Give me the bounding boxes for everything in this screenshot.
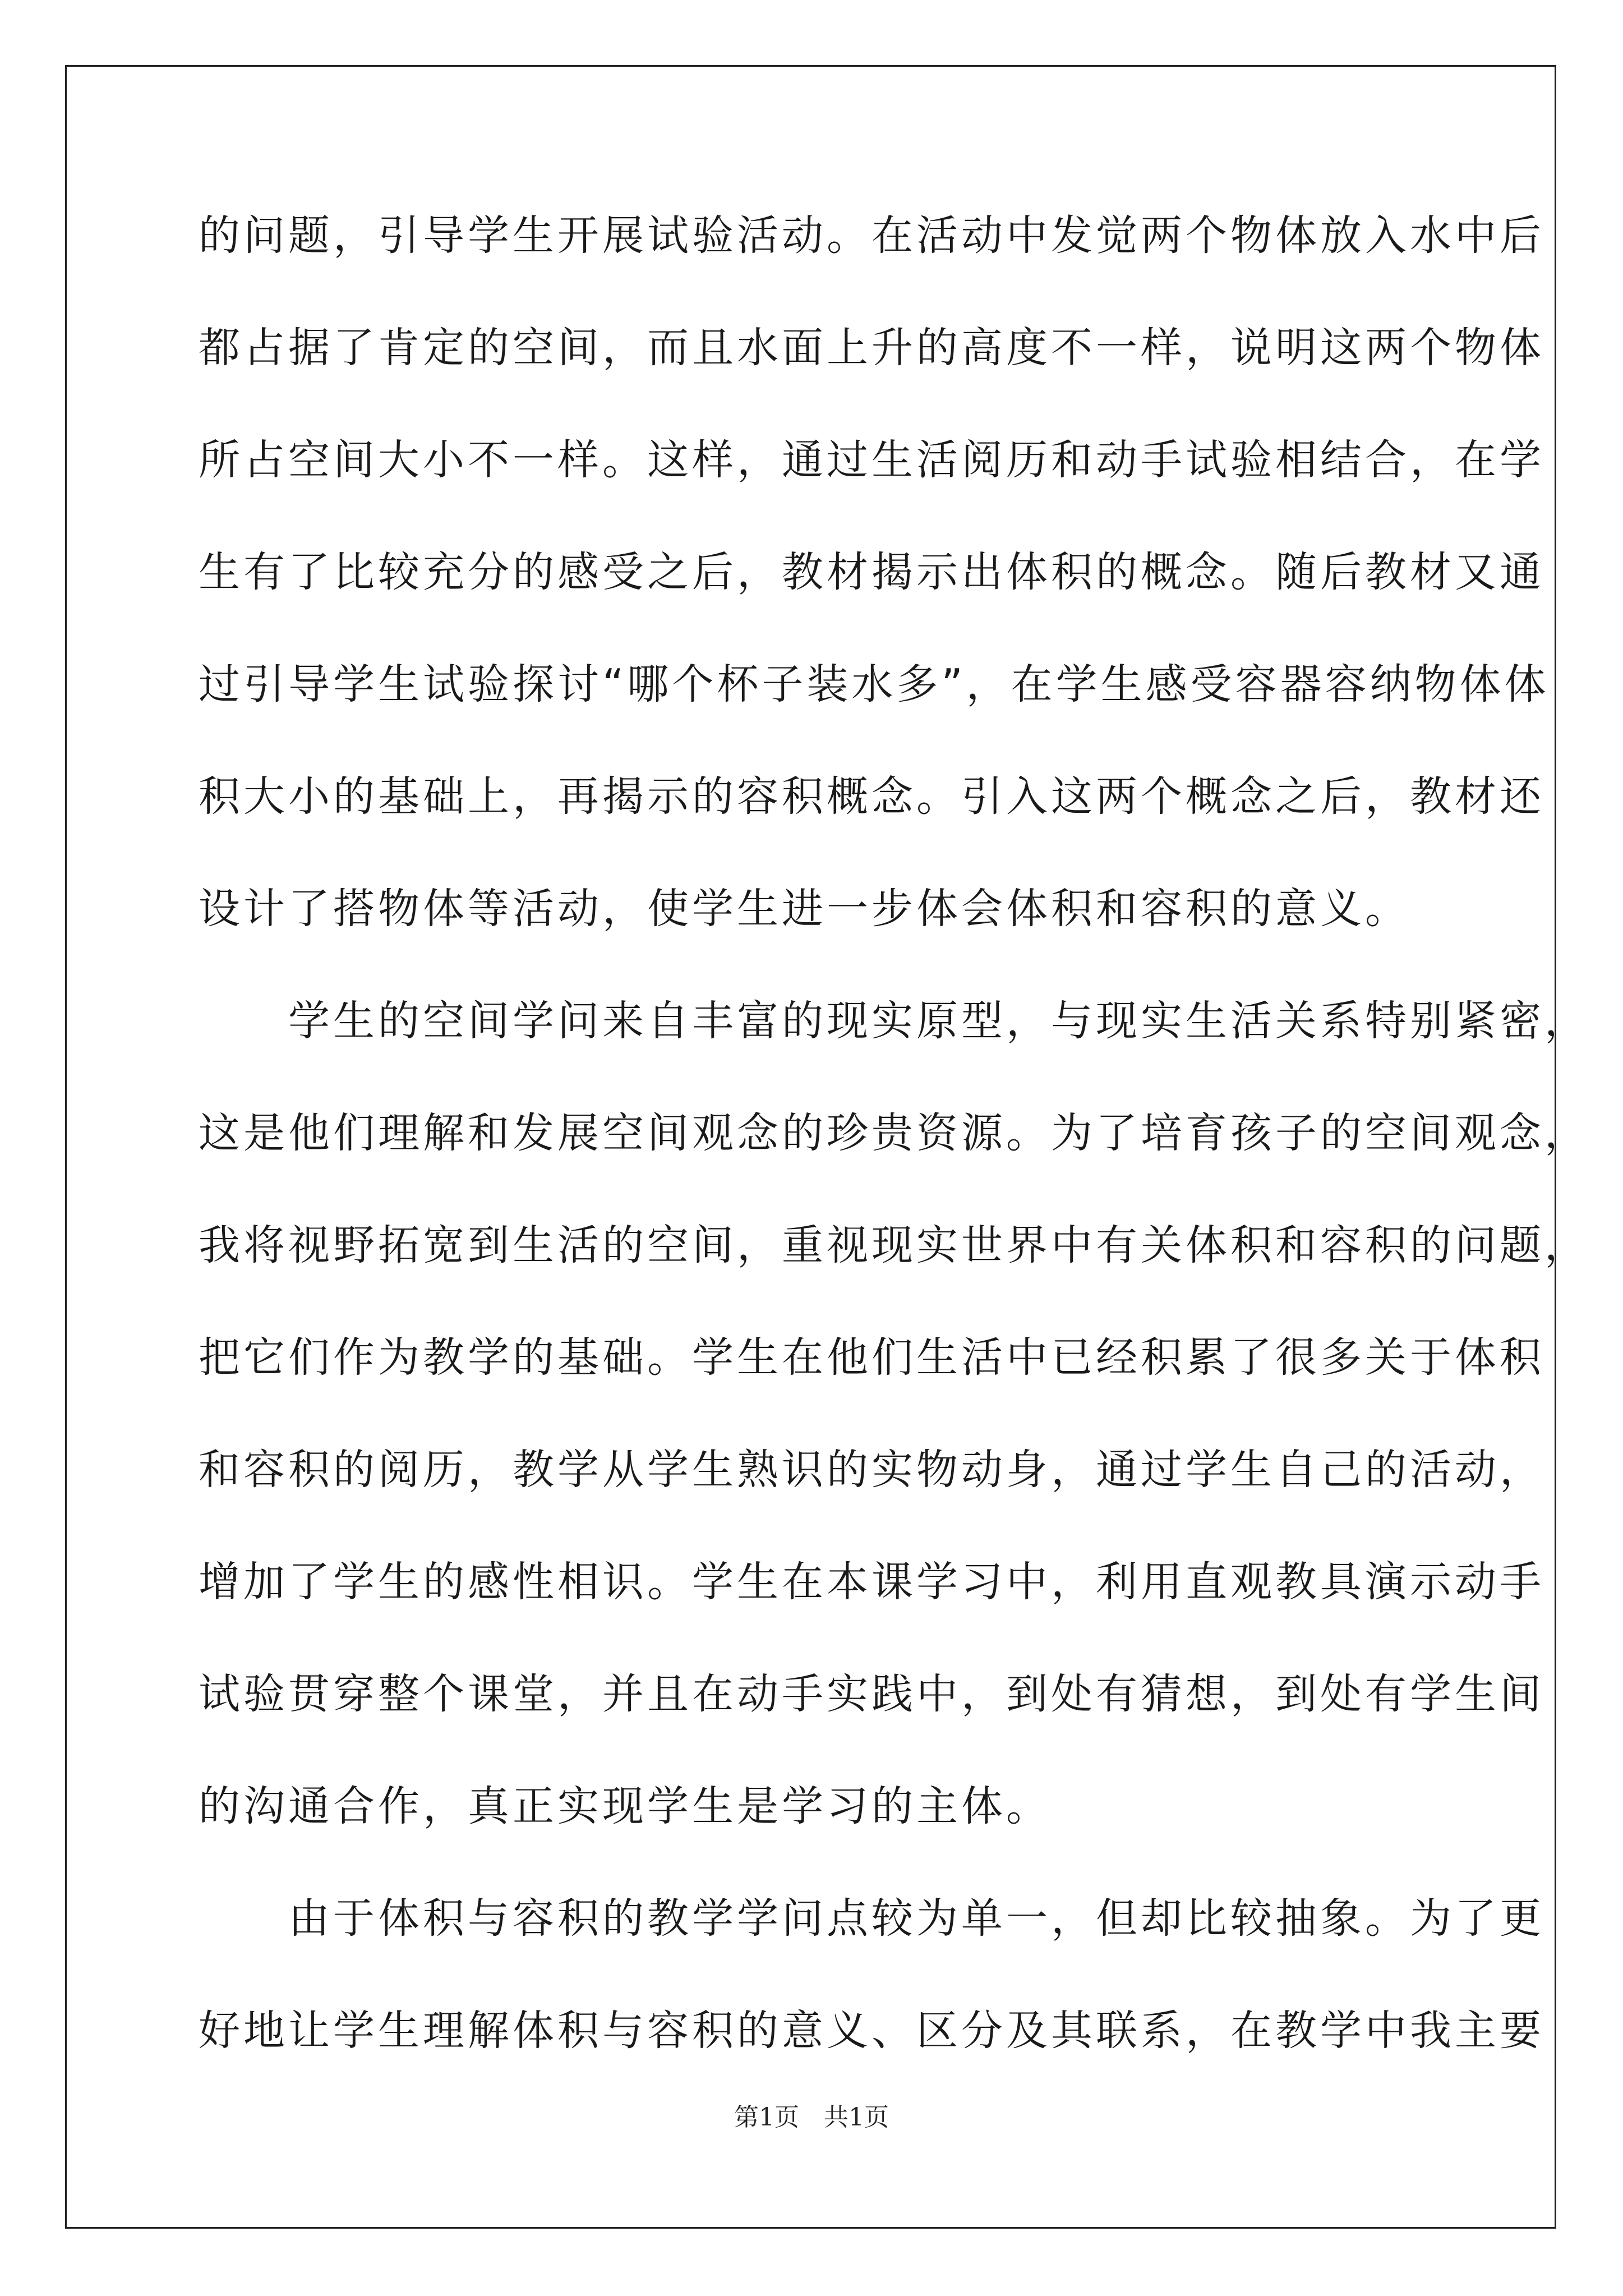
text-line: 试验贯穿整个课堂，并且在动手实践中，到处有猜想，到处有学生间 [199,1670,1544,1718]
text-line: 把它们作为教学的基础。学生在他们生活中已经积累了很多关于体积 [199,1333,1544,1382]
text-line: 积大小的基础上，再揭示的容积概念。引入这两个概念之后，教材还 [199,772,1544,821]
text-line: 的问题，引导学生开展试验活动。在活动中发觉两个物体放入水中后 [199,211,1544,260]
text-line: 好地让学生理解体积与容积的意义、区分及其联系，在教学中我主要 [199,2007,1544,2055]
text-line: 和容积的阅历，教学从学生熟识的实物动身，通过学生自己的活动， [199,1446,1544,1494]
text-line: 的沟通合作，真正实现学生是学习的主体。 [199,1782,1051,1830]
text-line: 学生的空间学问来自丰富的现实原型，与现实生活关系特别紧密， [199,997,1589,1045]
text-line: 过引导学生试验探讨“哪个杯子装水多”，在学生感受容器容纳物体体 [199,660,1550,708]
text-line: 都占据了肯定的空间，而且水面上升的高度不一样，说明这两个物体 [199,324,1544,372]
text-line: 由于体积与容积的教学学问点较为单一，但却比较抽象。为了更 [199,1894,1544,1943]
text-line: 设计了搭物体等活动，使学生进一步体会体积和容积的意义。 [199,885,1410,933]
text-line: 我将视野拓宽到生活的空间，重视现实世界中有关体积和容积的问题， [199,1221,1589,1269]
text-line: 生有了比较充分的感受之后，教材揭示出体积的概念。随后教材又通 [199,548,1544,596]
text-line: 增加了学生的感性相识。学生在本课学习中，利用直观教具演示动手 [199,1558,1544,1606]
text-line: 所占空间大小不一样。这样，通过生活阅历和动手试验相结合，在学 [199,436,1544,484]
page-number-footer: 第1页 共1页 [734,2103,889,2132]
text-line: 这是他们理解和发展空间观念的珍贵资源。为了培育孩子的空间观念， [199,1109,1589,1157]
